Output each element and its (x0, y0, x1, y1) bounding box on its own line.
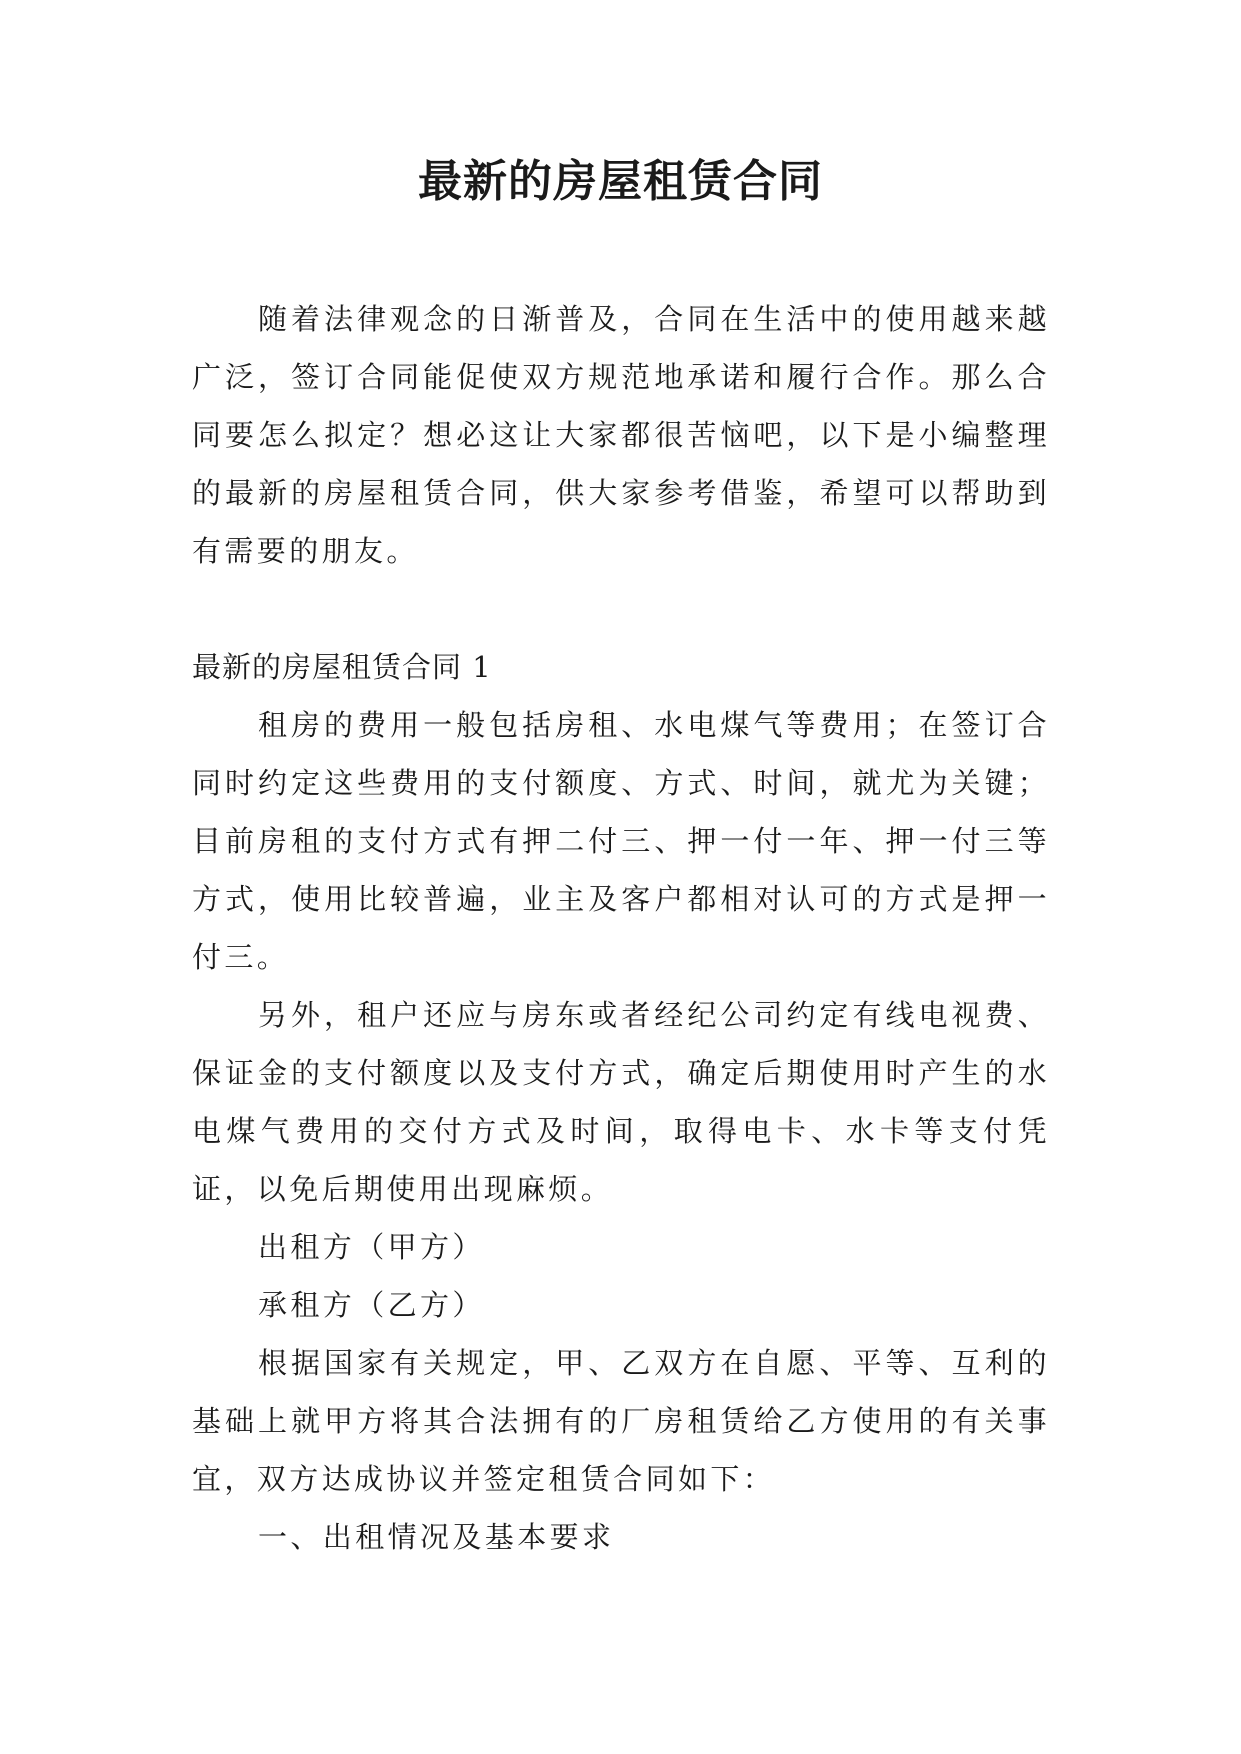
paragraph-agreement: 根据国家有关规定，甲、乙双方在自愿、平等、互利的基础上就甲方将其合法拥有的厂房租赁给乙方使用的有关事宜，双方达成协议并签定租赁合同如下： (192, 1346, 1050, 1496)
document-title: 最新的房屋租赁合同 (418, 156, 823, 207)
paragraph-fees: 租房的费用一般包括房租、水电煤气等费用；在签订合同时约定这些费用的支付额度、方式、时间，就尤为关键；目前房租的支付方式有押二付三、押一付一年、押一付三等方式，使用比较普遍，业主及客户都相对认可的方式是押一付三。 (192, 708, 1050, 974)
party-lessee: 承租方（乙方） (258, 1288, 485, 1322)
paragraph-other-fees: 另外，租户还应与房东或者经纪公司约定有线电视费、保证金的支付额度以及支付方式，确定后期使用时产生的水电煤气费用的交付方式及时间，取得电卡、水卡等支付凭证，以免后期使用出现麻烦。 (192, 998, 1050, 1206)
intro-paragraph: 随着法律观念的日渐普及，合同在生活中的使用越来越广泛，签订合同能促使双方规范地承诺和履行合作。那么合同要怎么拟定？想必这让大家都很苦恼吧，以下是小编整理的最新的房屋租赁合同，供大家参考借鉴，希望可以帮助到有需要的朋友。 (192, 302, 1050, 568)
section-heading: 最新的房屋租赁合同 1 (192, 650, 492, 684)
document-body (192, 290, 1050, 1566)
party-lessor: 出租方（甲方） (258, 1230, 485, 1264)
clause-heading-1: 一、出租情况及基本要求 (258, 1520, 615, 1554)
